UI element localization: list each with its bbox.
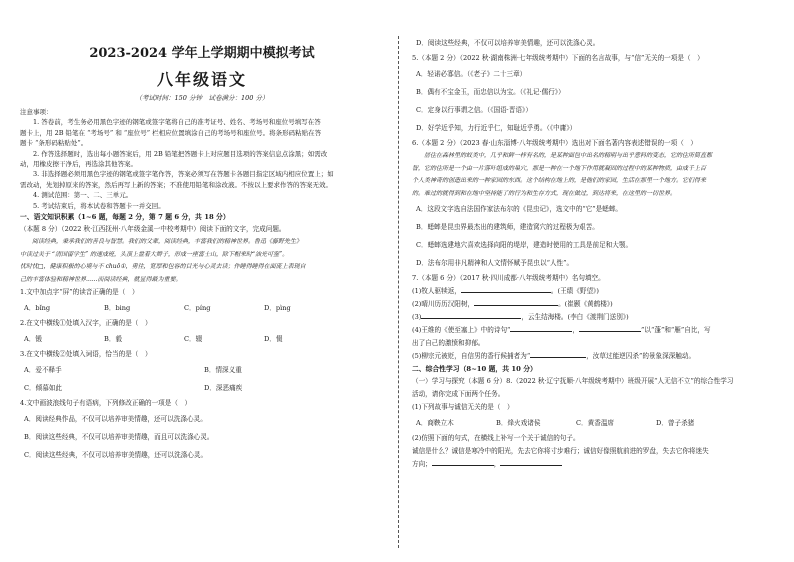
- subject-title: 八年级语文: [156, 70, 247, 89]
- option[interactable]: B．蟋蟀是昆虫界最杰出的建筑师，建造窝穴的过程极为艰苦。: [416, 223, 599, 232]
- question-2-options: [24, 330, 384, 348]
- notice-label: 注意事项：: [20, 108, 53, 116]
- section-intro: 活动，请你完成下面两个任务。: [412, 390, 505, 399]
- option[interactable]: C．阅读这些经典，不仅可以培养审美情趣，还可以洗涤心灵。: [24, 451, 208, 460]
- notice-line: 3. 非选择题必须用黑色字迹的钢笔或签字笔作答，答案必须写在答题卡各题目指定区域内相应位置上；如: [33, 170, 334, 179]
- notice-line: 题卡 “条形码粘贴处”。: [20, 139, 88, 148]
- option[interactable]: D．惙: [264, 335, 283, 344]
- option[interactable]: C．定身以行事谓之信。（《国语·晋语》）: [416, 106, 532, 114]
- right-column: [412, 34, 776, 471]
- option[interactable]: B．情深义重: [204, 366, 242, 375]
- passage-line: 的。难过的就得到和在地中坚持能了的行为和生存方式，现在做过，到达将来，在这里的一切世界。: [412, 189, 677, 197]
- fill-blank-line: 方向； ，: [412, 458, 776, 471]
- section-heading: 二、综合性学习（8~10 题，共 10 分）: [412, 365, 537, 374]
- option[interactable]: D．曾子杀猪: [656, 419, 695, 428]
- option[interactable]: C．辍: [184, 335, 203, 344]
- question-1-options: [24, 299, 384, 317]
- option[interactable]: C．黄香温席: [576, 419, 615, 428]
- fill-blank-line: (3) ，云生结海楼。(李白《渡荆门送别》): [412, 313, 629, 322]
- option[interactable]: D．pìng: [264, 304, 291, 313]
- option[interactable]: C．蟋蟀选建地穴喜欢选择向阳的堤岸，建造时使用的工具是前足和大颚。: [416, 241, 633, 250]
- option[interactable]: A．锻: [24, 335, 42, 344]
- option[interactable]: D．法布尔用非凡精神和人文情怀赋予昆虫以“人性”。: [416, 259, 574, 268]
- option[interactable]: D．深恶痛疾: [204, 384, 243, 393]
- answer-blank[interactable]: [432, 459, 494, 466]
- option[interactable]: B．烽火戏诸侯: [496, 419, 541, 428]
- option[interactable]: A．轻诺必寡信。（《老子》二十三章）: [416, 70, 527, 78]
- fill-blank-line: (5)柳宗元被贬，自信男的香行候捕者为“ ，汝草过能逆囚杀”的景象深深触动。: [412, 352, 696, 361]
- question-3-options: [24, 379, 384, 397]
- question-7-stem: 7.（本题 6 分）（2017 秋·四川成都·八年级统考期中）名句填空。: [412, 274, 605, 283]
- passage-line: 居住在森林里的蚁类中，几乎和鲜一样有名的，是某种面包中出名的精明与出乎意料的变态，它的住所简直都: [424, 152, 713, 159]
- answer-blank[interactable]: [500, 459, 562, 466]
- option[interactable]: B．bing: [104, 304, 131, 313]
- option[interactable]: B．毅: [104, 335, 123, 344]
- option[interactable]: A．阅读经典作品，不仅可以培养审美情趣，还可以洗涤心灵。: [24, 415, 207, 424]
- fill-blank-line: (4)王维的《使至塞上》中的诗句“ ， ”以“蓬”和“雁”自比，写: [412, 326, 711, 335]
- option[interactable]: B．偶有不宝金玉，而忠信以为宝。（《礼记·儒行》）: [416, 88, 565, 96]
- passage-line: 中读过关于 “清国留学生” 的速成班，头顶上盘着大辫子，形成一座富士山，除下帽来时“油光可鉴”。: [20, 250, 289, 258]
- question-4-stem: 4.文中画波浪线句子有语病，下列修改正确的一项是（ ）: [20, 399, 192, 408]
- option[interactable]: A．bǐng: [24, 304, 51, 313]
- option[interactable]: C．倾慕如此: [24, 384, 63, 393]
- question-8-stem: (1)下列故事与诚信无关的是（ ）: [412, 403, 514, 412]
- fill-blank-line: (2)晴川历历汉阳树， 。(崔颢《黄鹤楼》): [412, 300, 613, 309]
- exam-meta: （考试时间：150 分钟 试卷满分：100 分）: [135, 94, 269, 102]
- question-8-options: [416, 414, 776, 432]
- section-heading: 一、语文知识积累（1~6 题，每题 2 分，第 7 题 6 分，共 18 分）: [20, 213, 230, 222]
- passage-line: 个人类神奇的创造出来的一种家园的东西。这个结构在地上的，是他们的家园，生活在那里一个地方。它们得来: [412, 177, 707, 185]
- notice-line: 4. 测试范围：第一、二、三单元。: [33, 191, 133, 200]
- question-1-stem: 1.文中加点字“屏”的读音正确的是（ ）: [20, 288, 139, 297]
- answer-blank[interactable]: [421, 312, 521, 319]
- notice-line: 1. 答卷前，考生务必用黑色字迹的钢笔或签字笔将自己的准考证号、姓名、考场号和座位号填写在答: [33, 118, 321, 127]
- question-3-stem: 3.在文中横线②处填入词语，恰当的是（ ）: [20, 350, 152, 359]
- question-9-text: 诚信是什么？诚信是寒冷中的阳光，先去它你将寸步难行；诚信好像照航前进的罗盘，失去它你将迷失: [412, 447, 709, 456]
- fill-blank-line: (1)牧人驱犊返， 。(王绩《野望》): [412, 287, 599, 296]
- question-5-stem: 5.（本题 2 分）（2022 秋·湖南株洲·七年级统考期中）下面的名言故事，与“信”无关的一项是（ ）: [412, 54, 704, 62]
- question-2-stem: 2.在文中横线①处填入汉字，正确的是（ ）: [20, 319, 152, 328]
- answer-blank[interactable]: [530, 351, 586, 358]
- notice-line: 2. 作答选择题时，选出每小题答案后，用 2B 铅笔把答题卡上对应题目选项的答案信息点涂黑；如需改: [33, 149, 328, 158]
- passage-line: 己的丰富体验和精神世界......而阅读经典，就显得最为重要。: [20, 275, 182, 283]
- passage-line: 阅读经典，秉承我们的善良与智慧。我们的父辈，阅读经典，丰富我们的精神世界。鲁迅《藤野先生》: [32, 238, 303, 246]
- answer-blank[interactable]: [510, 325, 572, 332]
- option[interactable]: C．píng: [184, 304, 211, 313]
- left-column: [20, 36, 384, 464]
- passage-line: 忧时忧□，健康积极的心境与不 chuō①，勇往，宽厚和包容的目光与心灵去读；作睡得睡得在面庞上表现自: [20, 263, 306, 271]
- question-3-options: [24, 361, 384, 379]
- notice-line: 动，用橡皮擦干净后，再选涂其他答案。: [20, 160, 137, 169]
- column-divider: [398, 36, 399, 548]
- notice-line: 5. 考试结束后，将本试卷和答题卡一并交回。: [33, 201, 165, 210]
- section-intro: （一）学习与探究（本题 6 分）8.（2022 秋·辽宁抚顺·八年级统考期中）班级开展“人无信不立”的综合性学习: [412, 377, 734, 386]
- exam-title: 2023-2024 学年上学期期中模拟考试: [89, 46, 315, 61]
- notice-line: 需改动，先划掉原来的答案，然后再写上新的答案；不准使用铅笔和涂改液。不按以上要求作答的答案无效。: [20, 180, 332, 189]
- option[interactable]: B．阅读这些经典，不仅可以培养审美情趣，而且可以洗涤心灵。: [24, 433, 214, 442]
- passage-line: 智，它的住所是一个由一片落叶组成的巢穴，那是一种在一个地下作用就凝固的过程中的某种物质，由成千上百: [412, 164, 707, 172]
- option[interactable]: A．这段文字选自法国作家法布尔的《昆虫记》，选文中的“它”是蟋蟀。: [416, 205, 623, 214]
- fill-blank-line: 出了自己的激愤和抑郁。: [412, 339, 485, 348]
- option[interactable]: A．爱不释手: [24, 366, 62, 375]
- option[interactable]: A．商鞅立木: [416, 419, 454, 428]
- option[interactable]: D．阅读这些经典，不仅可以培养审美情趣，还可以洗涤心灵。: [416, 39, 600, 47]
- option[interactable]: D．好学近乎知，力行近乎仁，知耻近乎勇。（《中庸》）: [416, 124, 577, 132]
- answer-blank[interactable]: [461, 286, 551, 293]
- passage-intro: （本题 8 分）（2022 秋·江西抚州·八年级金溪一中校考期中）阅读下面的文字，完成问题。: [20, 225, 286, 234]
- question-9-stem: (2)仿照下面的句式，在横线上补写一个关于诚信的句子。: [412, 434, 580, 443]
- answer-blank[interactable]: [474, 299, 558, 306]
- question-6-stem: 6.（本题 2 分）（2023 春·山东淄博·八年级统考期中）选出对下面名著内容表述错误的一项（ ）: [412, 139, 698, 147]
- notice-line: 题卡上，用 2B 铅笔在 “考场号” 和 “座位号” 栏相应位置填涂自己的考场号和座位号。将条形码粘贴在答: [20, 128, 322, 137]
- answer-blank[interactable]: [579, 325, 641, 332]
